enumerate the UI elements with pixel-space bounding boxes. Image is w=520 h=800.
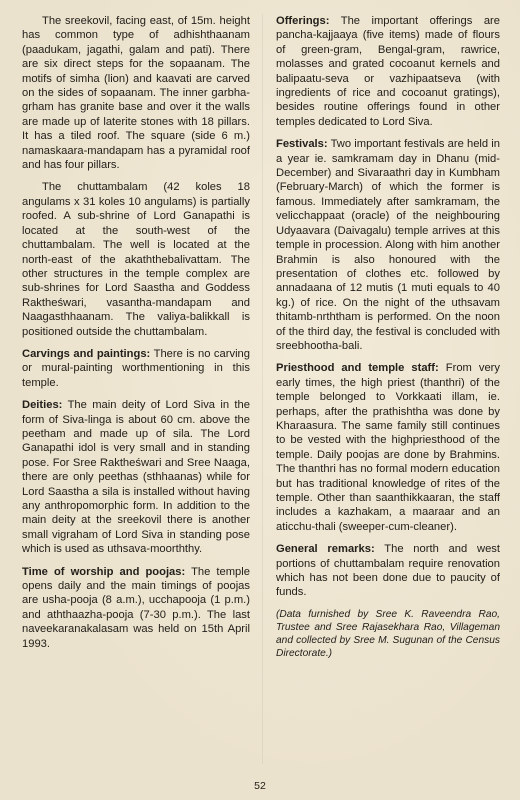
priesthood-heading: Priesthood and temple staff: [276,362,439,375]
priesthood-section [276,361,500,534]
worship-text: The temple opens daily and the main timings of poojas are usha-pooja (8 a.m.), ucchapooja (1 p.m.) and aththaazha-pooja (7-30 p.m.). The last naveekaranakalasam was held on 15th April 1993. [22,565,250,650]
festivals-section [276,137,500,353]
offerings-heading: Offerings: [276,15,330,27]
chuttambalam-paragraph: The chuttambalam (42 koles 18 angulams x 31 koles 10 angulams) is partially roofed. A sub-shrine of Lord Ganapathi is located at the south-west of the chuttambalam. The well is located at the north-east of the akaththebalivattam. The other structures in the temple complex are sub-shrines for Lord Saastha and Goddess Raktheśwari, vasantha-mandapam and Naagasthhaanam. The valiya-balikkall is positioned outside the chuttambalam. [22,181,250,338]
carvings-section [22,347,250,390]
general-remarks-section [276,542,500,600]
carvings-text: There is no carving or mural-painting worthmentioning in this temple. [22,347,251,389]
page-number: 52 [254,780,266,792]
deities-heading: Deities: [22,399,63,412]
worship-section [22,565,250,651]
general-remarks-heading: General remarks: [276,543,375,556]
deities-section [22,398,250,556]
data-source-note: (Data furnished by Sree K. Raveendra Rao, Trustee and Sree Rajasekhara Rao, Villageman and collected by Sree M. Sugunan of the Census Directorate.) [276,608,500,659]
offerings-text: The important offerings are pancha-kajjaaya (five items) made of flours of green-gram, Bengal-gram, rawrice, molasses and grated cocoanut kernels and balipaatu-seva or vazhipaatseva (with ingredients of rice and cocoanut gratings), besides routine offerings found in other temples dedicated to Lord Siva. [276,15,500,128]
worship-heading: Time of worship and poojas: [22,565,186,578]
offerings-section [276,14,500,129]
festivals-heading: Festivals: [276,138,328,151]
deities-text: The main deity of Lord Siva in the form of Siva-linga is about 60 cm. above the peetham and made up of sila. The Lord Ganapathi idol is very small and in standing pose. For Sree Raktheśwari and Sree Naaga, there are only peethas (sthhaanas) while for Lord Saastha a sila is installed without having any anthropomorphic form. In addition to the main deity at the sreekovil there is another small vigraham of Lord Siva in standing pose which is used as uthsava-moorththy. [22,399,250,556]
festivals-text: Two important festivals are held in a year ie. samkramam day in Dhanu (mid-December) and Sivaraathri day in Kumbham (February-March) of which the former is famous. Immediately after samkramam, the velicchappaat (oracle) of the neighbouring Udyaavara (Daivagalu) temple arrives at this temple in procession. Along with him another Brahmin is also honoured with the presentation of clothes etc. followed by annadaana of 12 mutis (1 muti equals to 40 kg.) of rice. On the night of the uthsavam thitamb-nrththam is performed. On the noon of the third day, the festival is concluded with sreebhootha-bali. [276,138,500,352]
right-column [276,14,500,668]
carvings-heading: Carvings and paintings: [22,347,151,360]
sreekovil-paragraph: The sreekovil, facing east, of 15m. height has common type of adhishthaanam (paadukam, jagathi, galam and pati). There are six direct steps for the sopaanam. The motifs of simha (lion) and kaavati are carved on the sides of sopaanam. The inner garbha-grham has granite base and over it the walls are made up of laterite stones with 18 pillars. It has a tiled roof. The square (side 6 m.) namaskaara-mandapam has a pyramidal roof and has four pillars. [22,15,250,172]
column-divider [262,14,263,764]
general-remarks-text: The north and west portions of chuttambalam require renovation which has not been done due to paucity of funds. [276,543,500,599]
priesthood-text: From very early times, the high priest (thanthri) of the temple belonged to Vorkkaati illam, ie. perhaps, after the prathishtha was done by Kharaasura. The same family still continues to be vested with the highpriesthood of the temple. Daily poojas are done by Brahmins. The thanthri has no formal modern education but has traditional knowledge of rites of the temple. Other than saanthikkaaran, the staff includes a kazhakam, a maaraar and an aticchu-thali (sweeper-cum-cleaner). [276,362,500,533]
left-column [22,14,250,659]
